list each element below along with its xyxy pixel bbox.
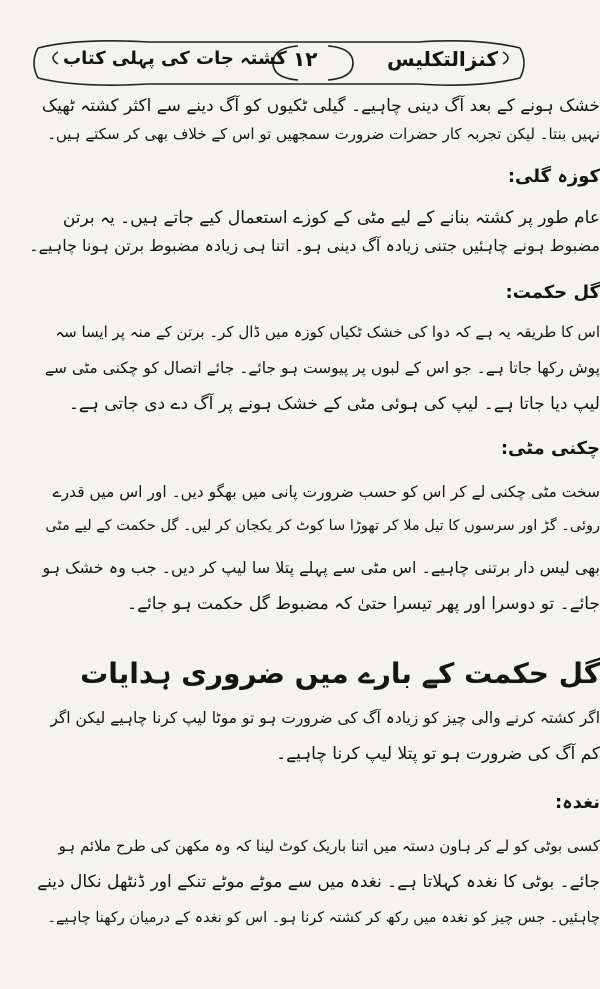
page-number: ۱۲ (293, 47, 318, 71)
body-line: کم آگ کی ضرورت ہو تو پتلا لیپ کرنا چاہیے۔ (276, 744, 600, 764)
body-line: چاہئیں۔ جس چیز کو نغدہ میں رکھ کر کشتہ کرنا ہو۔ اس کو نغدہ کے درمیان رکھنا چاہیے۔ (47, 910, 600, 926)
body-line: عام طور پر کشتہ بنانے کے لیے مٹی کے کوزے استعمال کیے جاتے ہیں۔ یہ برتن (62, 208, 600, 228)
body-line: اگر کشتہ کرنے والی چیز کو زیادہ آگ کی ضرورت ہو تو موٹا لیپ کرنا چاہیے لیکن اگر (50, 709, 600, 727)
section-heading: چکنی مٹی: (500, 438, 600, 459)
chapter-title: کشتہ جات کی پہلی کتاب (63, 48, 287, 69)
body-line: اس کا طریقہ یہ ہے کہ دوا کی خشک ٹکیاں کوزہ میں ڈال کر۔ برتن کے منہ پر ایسا سہ (55, 323, 600, 341)
body-line: خشک ہونے کے بعد آگ دینی چاہیے۔ گیلی ٹکیوں کو آگ دینے سے اکثر کشتہ ٹھیک (41, 96, 600, 116)
section-heading: نغدہ: (554, 792, 600, 813)
book-title: کنزالتکلیس (387, 47, 498, 71)
section-heading: کوزہ گلی: (507, 166, 600, 187)
body-line: بھی لیس دار برتنی چاہیے۔ اس مٹی سے پہلے پتلا سا لیپ کر دیں۔ جب وہ خشک ہو (42, 558, 600, 577)
body-line: جائے۔ تو دوسرا اور پھر تیسرا حتیٰ کہ مضبوط گل حکمت ہو جائے۔ (127, 594, 600, 614)
section-heading: گل حکمت: (505, 282, 600, 303)
body-line: سخت مٹی چکنی لے کر اس کو حسب ضرورت پانی میں بھگو دیں۔ اور اس میں قدرے (52, 483, 600, 501)
body-line: لیپ دیا جاتا ہے۔ لیپ کی ہوئی مٹی کے خشک ہونے پر آگ دے دی جاتی ہے۔ (68, 394, 600, 414)
body-line: کسی بوٹی کو لے کر ہاون دستہ میں اتنا باریک کوٹ لینا کہ وہ مکھن کی طرح ملائم ہو (58, 837, 600, 855)
main-heading: گل حکمت کے بارے میں ضروری ہدایات (80, 657, 600, 690)
body-line: مضبوط ہونے چاہئیں جتنی زیادہ آگ دینی ہو۔ اتنا ہی زیادہ مضبوط برتن ہونا چاہیے۔ (29, 236, 600, 255)
body-line: روئی۔ گڑ اور سرسوں کا تیل ملا کر تھوڑا سا کوٹ کر یکجان کر لیں۔ گل حکمت کے لیے مٹی (45, 518, 600, 534)
running-header (28, 30, 528, 90)
body-line: پوش رکھا جاتا ہے۔ جو اس کے لبوں پر پیوست ہو جائے۔ جائے اتصال کو چکنی مٹی سے (44, 359, 600, 377)
body-line: جائے۔ بوٹی کا نغدہ کہلاتا ہے۔ نغدہ میں سے موٹے موٹے تنکے اور ڈنٹھل نکال دینے (37, 872, 600, 892)
body-line: نہیں بنتا۔ لیکن تجربہ کار حضرات ضرورت سمجھیں تو اس کے خلاف بھی کر سکتے ہیں۔ (47, 125, 600, 143)
